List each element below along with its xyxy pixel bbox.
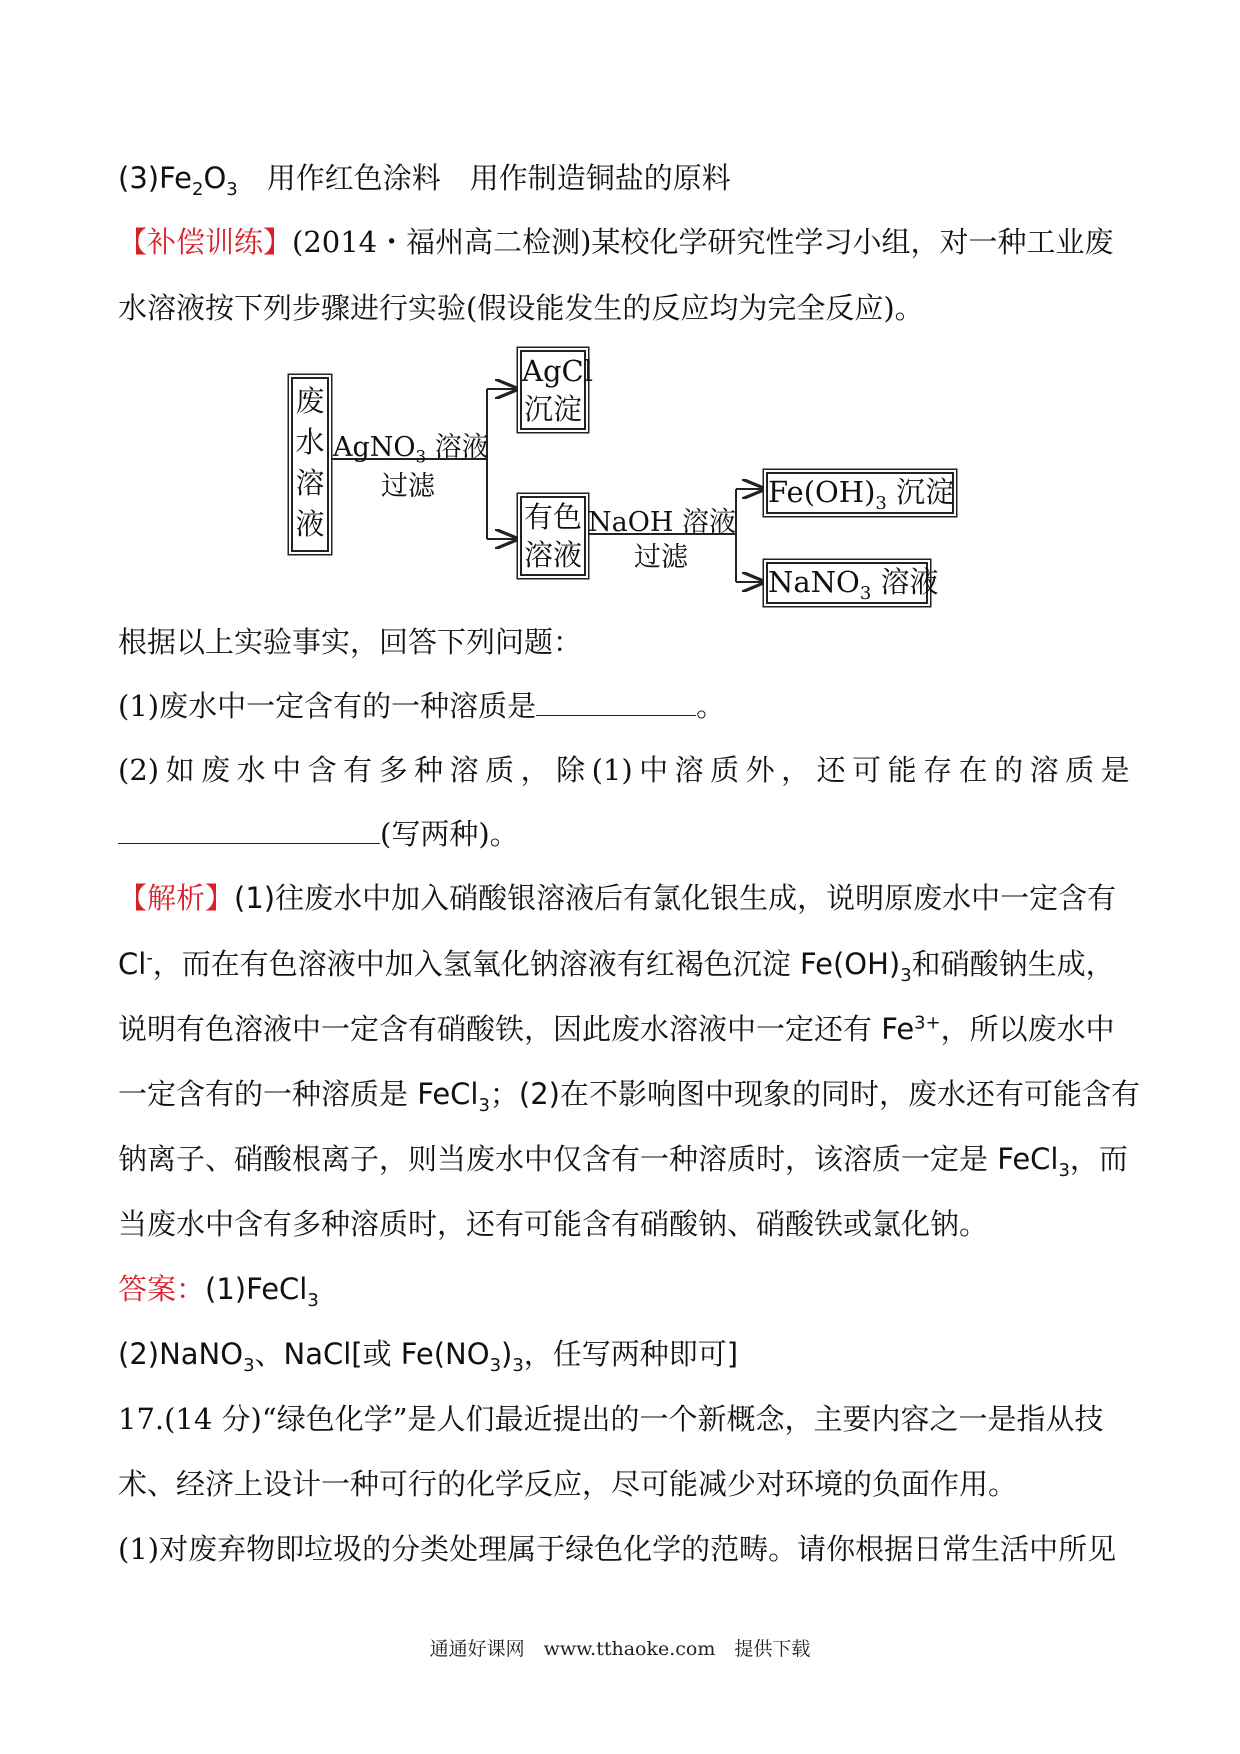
- question-2-char: 溶: [449, 753, 479, 787]
- analysis-line-1: 【解析】(1)往废水中加入硝酸银溶液后有氯化银生成，说明原废水中一定含有: [118, 881, 1117, 915]
- analysis-line-3: 说明有色溶液中一定含有硝酸铁，因此废水溶液中一定还有 $Fe^{3+}$，所以废水中: [118, 1012, 1115, 1046]
- nano3-solution-box: NaNO$_3$ 溶液: [766, 562, 928, 604]
- question-2-char: 质: [1065, 753, 1095, 787]
- step1-reagent-label: AgNO$_3$ 溶液: [333, 432, 489, 467]
- question-2-char: 废: [201, 753, 231, 787]
- analysis-line-6: 当废水中含有多种溶质时，还有可能含有硝酸钠、硝酸铁或氯化钠。: [118, 1207, 989, 1241]
- question-2-char: 质: [710, 753, 740, 787]
- question-2-char: 溶: [674, 753, 704, 787]
- answer-blank-2[interactable]: [118, 815, 380, 844]
- question-2-continued: (写两种)。: [118, 814, 1130, 854]
- question-17-line-3: (1)对废弃物即垃圾的分类处理属于绿色化学的范畴。请你根据日常生活中所见: [118, 1532, 1117, 1566]
- question-2-char: 如: [165, 753, 195, 787]
- question-2-char: 有: [343, 753, 373, 787]
- question-17-line-2: 术、经济上设计一种可行的化学反应，尽可能减少对环境的负面作用。: [118, 1467, 1018, 1501]
- question-2-char: 除: [556, 753, 586, 787]
- question-2-char: 是: [1100, 753, 1130, 787]
- question-2-char: 外: [745, 753, 775, 787]
- question-2-char: 的: [994, 753, 1024, 787]
- practice-intro-line: 【补偿训练】(2014・福州高二检测)某校化学研究性学习小组，对一种工业废: [118, 225, 1114, 259]
- question-2-char: (1): [591, 753, 633, 787]
- question-2-char: 质: [485, 753, 515, 787]
- step1-operation-label: 过滤: [381, 471, 435, 502]
- answer-3-line: $(3)Fe_2O_3$ 用作红色涂料 用作制造铜盐的原料: [118, 161, 731, 200]
- practice-tag: 【补偿训练】: [118, 225, 293, 259]
- colored-solution-box: 有色 溶液: [520, 496, 586, 576]
- question-2-char: (2): [118, 753, 160, 787]
- practice-intro-line-2: 水溶液按下列步骤进行实验(假设能发生的反应均为完全反应)。: [118, 291, 924, 325]
- question-2-char: 含: [307, 753, 337, 787]
- question-2-char: 还: [816, 753, 846, 787]
- question-intro: 根据以上实验事实，回答下列问题：: [118, 625, 583, 659]
- question-2: [118, 750, 1130, 790]
- analysis-line-5: 钠离子、硝酸根离子，则当废水中仅含有一种溶质时，该溶质一定是 FeCl$_3$，而: [118, 1142, 1128, 1181]
- feoh3-precipitate-box: $Fe(OH)_3$ 沉淀: [766, 472, 954, 514]
- question-2-char: 中: [639, 753, 669, 787]
- question-2-char: 可: [852, 753, 882, 787]
- answer-blank-1[interactable]: [536, 687, 696, 716]
- analysis-line-2: Cl-，而在有色溶液中加入氢氧化钠溶液有红褐色沉淀 $Fe(OH)_3$和硝酸钠生成，: [118, 947, 1115, 986]
- answer-line-2: (2)NaNO$_3$、NaCl[或 $Fe(NO_3)_3$，任写两种即可]: [118, 1337, 739, 1376]
- analysis-line-4: 一定含有的一种溶质是 FeCl$_3$；(2)在不影响图中现象的同时，废水还有可能含有: [118, 1077, 1140, 1116]
- step2-operation-label: 过滤: [634, 542, 688, 573]
- question-1: (1)废水中一定含有的一种溶质是 。: [118, 689, 726, 723]
- question-2-char: 水: [236, 753, 266, 787]
- question-2-char: 在: [958, 753, 988, 787]
- question-2-char: 多: [378, 753, 408, 787]
- question-2-char: ，: [520, 753, 550, 787]
- answer-line-1: 答案：(1)FeCl$_3$: [118, 1272, 319, 1311]
- answer-tag: 答案：: [118, 1272, 206, 1306]
- waste-solution-box: 废 水 溶 液: [291, 377, 329, 552]
- question-2-char: 能: [887, 753, 917, 787]
- agcl-precipitate-box: AgCl 沉淀: [520, 350, 586, 430]
- page-footer: 通通好课网 www.tthaoke.com 提供下载: [429, 1638, 811, 1660]
- question-2-char: ，: [781, 753, 811, 787]
- question-17-line-1: 17.(14 分)“绿色化学”是人们最近提出的一个新概念，主要内容之一是指从技: [118, 1402, 1104, 1436]
- step2-reagent-label: NaOH 溶液: [588, 507, 736, 538]
- analysis-tag: 【解析】: [118, 881, 235, 915]
- question-2-char: 溶: [1029, 753, 1059, 787]
- question-2-char: 中: [272, 753, 302, 787]
- question-2-char: 存: [923, 753, 953, 787]
- question-2-char: 种: [414, 753, 444, 787]
